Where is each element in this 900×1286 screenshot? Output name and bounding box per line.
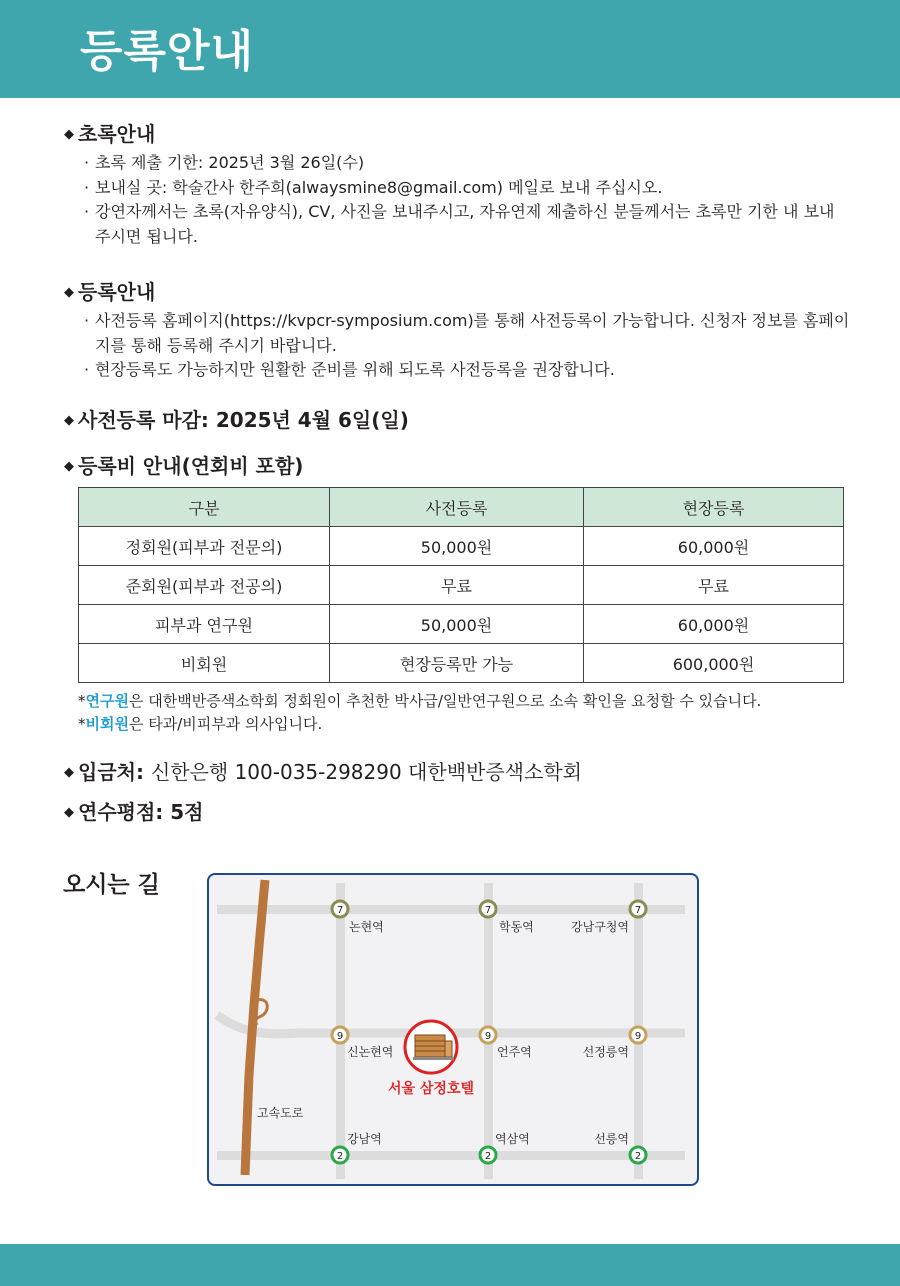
note-highlight: 연구원 (85, 692, 129, 710)
svg-text:7: 7 (634, 905, 642, 916)
note-prefix: * (78, 715, 86, 733)
deposit-section-title (64, 762, 582, 782)
list-item: · 강연자께서는 초록(자유양식), CV, 사진을 보내주시고, 자유연제 제출하신 분들께서는 초록만 기한 내 보내 주시면 됩니다. (84, 200, 854, 249)
svg-text:2: 2 (336, 1151, 344, 1162)
station-label-sinnonhyeon: 신논현역 (347, 1045, 394, 1059)
line7-station-icon (630, 901, 646, 917)
note-text: 은 타과/비피부과 의사입니다. (128, 715, 323, 733)
list-item: · 사전등록 홈페이지(https://kvpcr-symposium.com)를 통해 사전등록이 가능합니다. 신청자 정보를 홈페이지를 통해 등록해 주시기 바랍니다. (84, 309, 854, 358)
hotel-label: 서울 삼정호텔 (387, 1081, 475, 1097)
fee-note-researcher (78, 694, 761, 709)
table-cell: 피부과 연구원 (79, 605, 330, 644)
registration-list (84, 309, 854, 383)
table-header-row (79, 488, 844, 527)
table-cell: 정회원(피부과 전문의) (79, 527, 330, 566)
line7-station-icon (332, 901, 348, 917)
table-row (79, 644, 844, 683)
highway-road (245, 880, 265, 1175)
diamond-bullet-icon: ◆ (64, 765, 74, 780)
fee-table (78, 487, 844, 683)
abstract-list (84, 151, 854, 249)
abstract-title-text: 초록안내 (78, 122, 156, 146)
table-cell: 무료 (584, 566, 844, 605)
svg-text:2: 2 (634, 1151, 642, 1162)
deposit-label: 입금처: (78, 760, 144, 784)
table-row (79, 605, 844, 644)
road-bottom (217, 1151, 685, 1160)
station-label-gangnam: 강남역 (347, 1132, 382, 1146)
line2-station-icon (480, 1147, 496, 1163)
station-label-seonjeongneung: 선정릉역 (582, 1045, 629, 1059)
table-cell: 50,000원 (330, 605, 584, 644)
fees-section-title (64, 456, 303, 476)
page-title: 등록안내 (80, 26, 255, 77)
map-svg (209, 875, 697, 1184)
table-cell: 비회원 (79, 644, 330, 683)
registration-section-title (64, 282, 155, 302)
table-cell: 600,000원 (584, 644, 844, 683)
diamond-bullet-icon: ◆ (64, 285, 74, 300)
diamond-bullet-icon: ◆ (64, 805, 74, 820)
table-cell: 현장등록만 가능 (330, 644, 584, 683)
station-label-gangnamgu-office: 강남구청역 (571, 920, 629, 934)
registration-title-text: 등록안내 (78, 280, 156, 304)
line9-station-icon (480, 1027, 496, 1043)
note-highlight: 비회원 (85, 715, 129, 733)
table-cell: 준회원(피부과 전공의) (79, 566, 330, 605)
line9-station-icon (332, 1027, 348, 1043)
list-item: · 보내실 곳: 학술간사 한주희(alwaysmine8@gmail.com) 메일로 보내 주십시오. (84, 176, 854, 201)
table-cell: 60,000원 (584, 527, 844, 566)
line2-station-icon (332, 1147, 348, 1163)
diamond-bullet-icon: ◆ (64, 459, 74, 474)
road-top (217, 905, 685, 914)
table-cell: 60,000원 (584, 605, 844, 644)
svg-text:2: 2 (484, 1151, 492, 1162)
abstract-section-title (64, 124, 155, 144)
credits-value: 5점 (170, 800, 204, 824)
table-cell: 50,000원 (330, 527, 584, 566)
column-header: 사전등록 (330, 488, 584, 527)
deposit-value: 신한은행 100-035-298290 대한백반증색소학회 (150, 760, 582, 784)
station-label-yeoksam: 역삼역 (495, 1132, 530, 1146)
svg-text:9: 9 (484, 1031, 492, 1042)
svg-text:7: 7 (484, 905, 492, 916)
fees-title-text: 등록비 안내(연회비 포함) (78, 454, 304, 478)
credits-label: 연수평점: (78, 800, 164, 824)
list-item: · 현장등록도 가능하지만 원활한 준비를 위해 되도록 사전등록을 권장합니다. (84, 358, 854, 383)
station-label-nonhyeon: 논현역 (349, 920, 384, 934)
diamond-bullet-icon: ◆ (64, 413, 74, 428)
fee-note-nonmember (78, 717, 322, 732)
station-label-seolleung: 선릉역 (594, 1132, 629, 1146)
deadline-section-title (64, 410, 409, 430)
directions-title: 오시는 길 (63, 872, 160, 898)
table-cell: 무료 (330, 566, 584, 605)
footer-bar (0, 1244, 900, 1286)
svg-text:9: 9 (336, 1031, 344, 1042)
station-label-eonju: 언주역 (497, 1045, 532, 1059)
list-item: · 초록 제출 기한: 2025년 3월 26일(수) (84, 151, 854, 176)
deadline-label: 사전등록 마감: (78, 408, 209, 432)
location-map (207, 873, 699, 1186)
hotel-marker-icon (405, 1021, 457, 1073)
table-row (79, 566, 844, 605)
station-label-hakdong: 학동역 (499, 920, 534, 934)
header-banner (0, 0, 900, 98)
column-header: 구분 (79, 488, 330, 527)
svg-text:7: 7 (336, 905, 344, 916)
note-prefix: * (78, 692, 86, 710)
credits-section-title (64, 802, 204, 822)
diamond-bullet-icon: ◆ (64, 127, 74, 142)
highway-label: 고속도로 (257, 1106, 304, 1120)
line7-station-icon (480, 901, 496, 917)
svg-text:9: 9 (634, 1031, 642, 1042)
note-text: 은 대한백반증색소학회 정회원이 추천한 박사급/일반연구원으로 소속 확인을 요청할 수 있습니다. (128, 692, 762, 710)
line2-station-icon (630, 1147, 646, 1163)
deadline-value: 2025년 4월 6일(일) (215, 408, 409, 432)
table-row (79, 527, 844, 566)
line9-station-icon (630, 1027, 646, 1043)
column-header: 현장등록 (584, 488, 844, 527)
